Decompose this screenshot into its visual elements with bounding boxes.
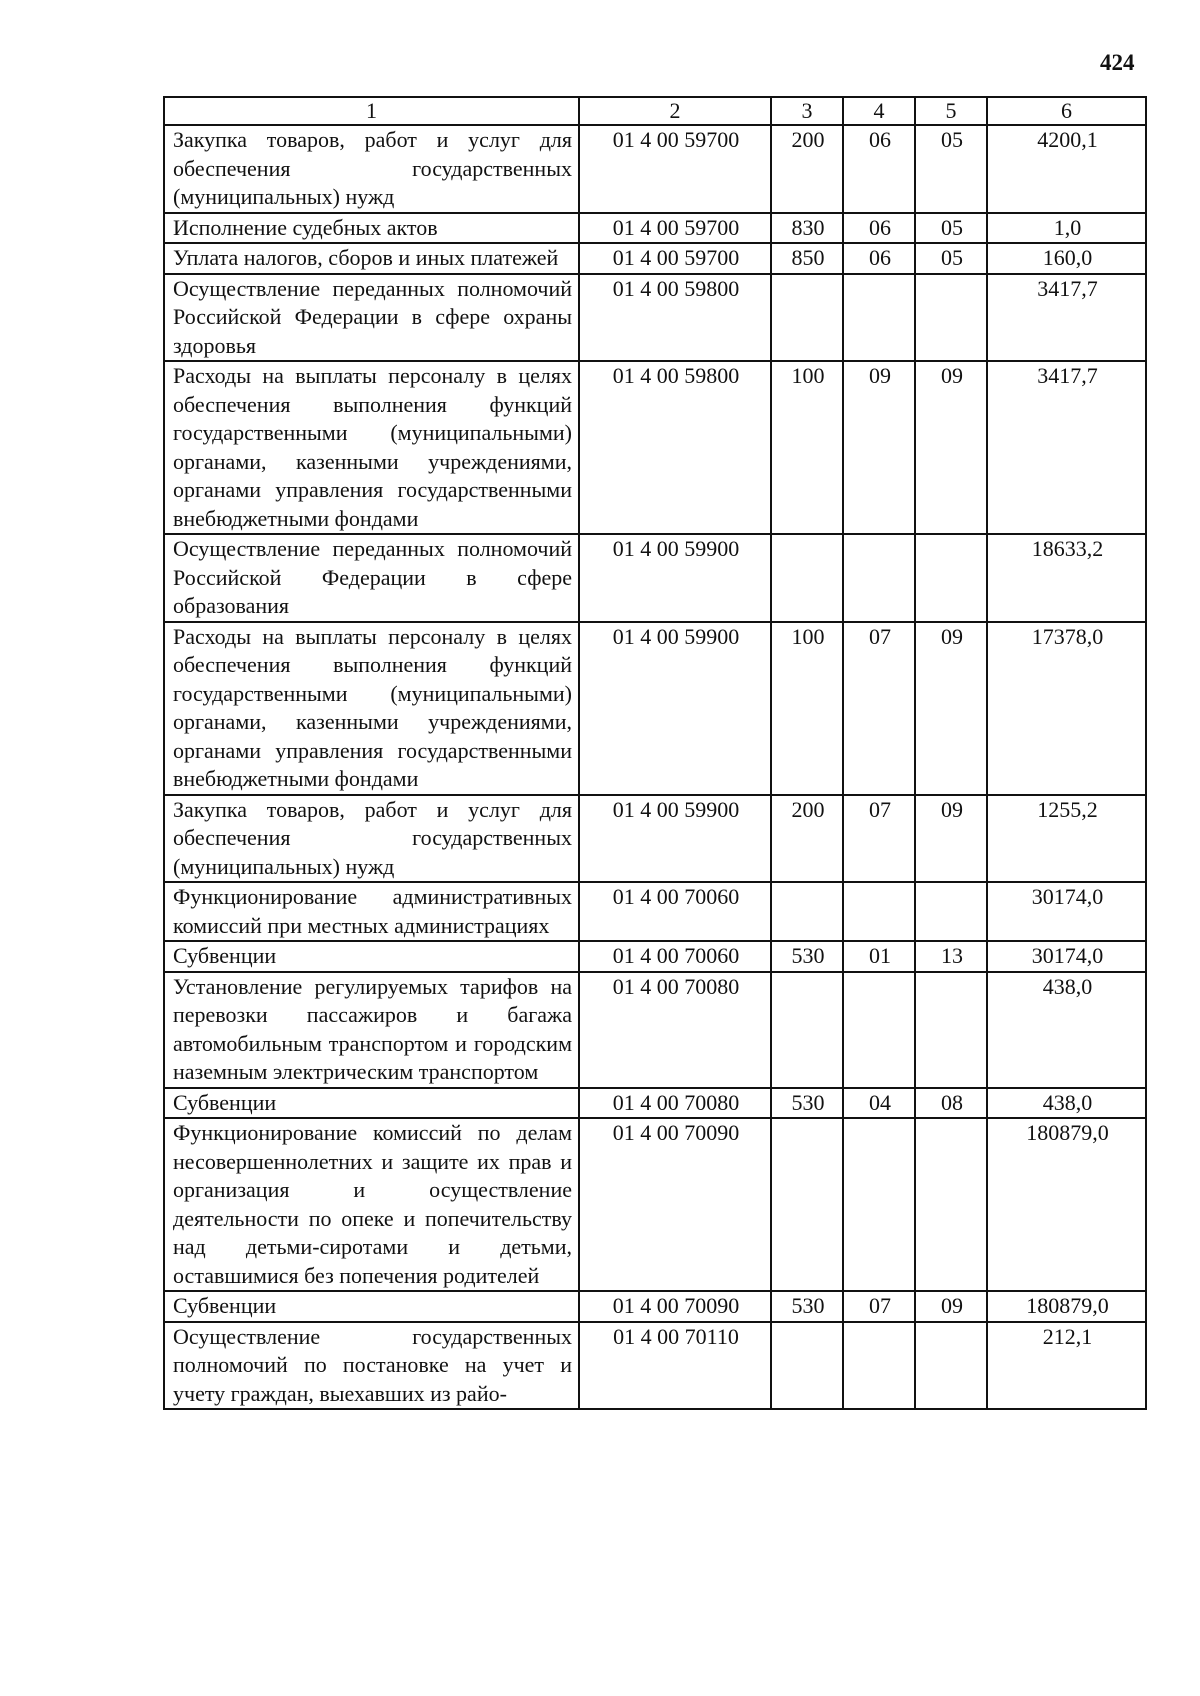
cell-subsection: 05 (915, 243, 987, 274)
cell-name: Функционирование комиссий по делам несовершеннолетних и защите их прав и организация и осуществление деятельности по опеке и попечительству над детьми-сиротами и детьми, оставшимися без попечения родителей (164, 1118, 579, 1291)
table-row (164, 1118, 1146, 1291)
cell-amount: 160,0 (987, 243, 1146, 274)
cell-section: 07 (843, 622, 915, 795)
cell-section: 06 (843, 243, 915, 274)
table-row (164, 274, 1146, 362)
column-header-4: 4 (843, 97, 915, 125)
cell-subsection (915, 1322, 987, 1410)
cell-code: 01 4 00 70080 (579, 972, 771, 1088)
table-row (164, 941, 1146, 972)
table-row (164, 213, 1146, 244)
cell-name: Функционирование административных комиссий при местных администрациях (164, 882, 579, 941)
cell-code: 01 4 00 59900 (579, 622, 771, 795)
table-row (164, 1088, 1146, 1119)
cell-name: Расходы на выплаты персоналу в целях обеспечения выполнения функций государственными (муниципальными) органами, казенными учреждениями, органами управления государственными внебюджетными фондами (164, 622, 579, 795)
cell-amount: 30174,0 (987, 882, 1146, 941)
cell-section (843, 882, 915, 941)
cell-section: 06 (843, 213, 915, 244)
cell-section (843, 1322, 915, 1410)
table-row (164, 1322, 1146, 1410)
cell-amount: 1255,2 (987, 795, 1146, 883)
cell-subsection (915, 274, 987, 362)
cell-expense-type (771, 972, 843, 1088)
cell-code: 01 4 00 70060 (579, 882, 771, 941)
cell-subsection: 09 (915, 1291, 987, 1322)
cell-amount: 18633,2 (987, 534, 1146, 622)
cell-expense-type: 830 (771, 213, 843, 244)
cell-section (843, 534, 915, 622)
cell-section: 04 (843, 1088, 915, 1119)
cell-name: Субвенции (164, 941, 579, 972)
cell-name: Закупка товаров, работ и услуг для обеспечения государственных (муниципальных) нужд (164, 795, 579, 883)
cell-amount: 4200,1 (987, 125, 1146, 213)
cell-expense-type (771, 274, 843, 362)
budget-table (163, 96, 1147, 1410)
cell-subsection (915, 972, 987, 1088)
table-header-row (164, 97, 1146, 125)
cell-code: 01 4 00 59800 (579, 361, 771, 534)
cell-subsection: 09 (915, 361, 987, 534)
cell-name: Исполнение судебных актов (164, 213, 579, 244)
table-row (164, 361, 1146, 534)
cell-code: 01 4 00 70060 (579, 941, 771, 972)
cell-subsection: 09 (915, 795, 987, 883)
cell-section: 09 (843, 361, 915, 534)
cell-code: 01 4 00 70090 (579, 1291, 771, 1322)
page-number: 424 (1100, 50, 1135, 75)
cell-amount: 438,0 (987, 972, 1146, 1088)
column-header-1: 1 (164, 97, 579, 125)
cell-subsection: 05 (915, 213, 987, 244)
cell-amount: 3417,7 (987, 361, 1146, 534)
table-row (164, 622, 1146, 795)
table-row (164, 243, 1146, 274)
cell-amount: 180879,0 (987, 1291, 1146, 1322)
cell-section: 07 (843, 795, 915, 883)
cell-amount: 17378,0 (987, 622, 1146, 795)
cell-code: 01 4 00 70090 (579, 1118, 771, 1291)
cell-amount: 438,0 (987, 1088, 1146, 1119)
column-header-3: 3 (771, 97, 843, 125)
table-row (164, 882, 1146, 941)
column-header-2: 2 (579, 97, 771, 125)
table-row (164, 795, 1146, 883)
cell-code: 01 4 00 59700 (579, 243, 771, 274)
cell-code: 01 4 00 70110 (579, 1322, 771, 1410)
cell-subsection: 09 (915, 622, 987, 795)
cell-amount: 180879,0 (987, 1118, 1146, 1291)
cell-code: 01 4 00 59900 (579, 795, 771, 883)
cell-expense-type: 100 (771, 622, 843, 795)
cell-expense-type: 200 (771, 795, 843, 883)
cell-name: Уплата налогов, сборов и иных платежей (164, 243, 579, 274)
cell-section (843, 1118, 915, 1291)
table-row (164, 125, 1146, 213)
cell-code: 01 4 00 59900 (579, 534, 771, 622)
cell-expense-type: 530 (771, 941, 843, 972)
table-row (164, 972, 1146, 1088)
cell-section: 06 (843, 125, 915, 213)
cell-subsection (915, 882, 987, 941)
cell-subsection (915, 1118, 987, 1291)
cell-expense-type: 530 (771, 1088, 843, 1119)
cell-name: Расходы на выплаты персоналу в целях обеспечения выполнения функций государственными (муниципальными) органами, казенными учреждениями, органами управления государственными внебюджетными фондами (164, 361, 579, 534)
cell-name: Закупка товаров, работ и услуг для обеспечения государственных (муниципальных) нужд (164, 125, 579, 213)
cell-name: Субвенции (164, 1291, 579, 1322)
cell-code: 01 4 00 70080 (579, 1088, 771, 1119)
cell-subsection (915, 534, 987, 622)
cell-name: Субвенции (164, 1088, 579, 1119)
cell-expense-type (771, 1118, 843, 1291)
table-row (164, 534, 1146, 622)
cell-amount: 212,1 (987, 1322, 1146, 1410)
cell-expense-type: 100 (771, 361, 843, 534)
cell-expense-type (771, 1322, 843, 1410)
cell-subsection: 13 (915, 941, 987, 972)
column-header-6: 6 (987, 97, 1146, 125)
cell-amount: 3417,7 (987, 274, 1146, 362)
cell-code: 01 4 00 59700 (579, 125, 771, 213)
table-row (164, 1291, 1146, 1322)
cell-expense-type (771, 882, 843, 941)
cell-name: Осуществление переданных полномочий Российской Федерации в сфере охраны здоровья (164, 274, 579, 362)
cell-code: 01 4 00 59700 (579, 213, 771, 244)
cell-expense-type: 530 (771, 1291, 843, 1322)
cell-name: Осуществление переданных полномочий Российской Федерации в сфере образования (164, 534, 579, 622)
cell-expense-type: 850 (771, 243, 843, 274)
cell-expense-type (771, 534, 843, 622)
cell-subsection: 05 (915, 125, 987, 213)
cell-section (843, 274, 915, 362)
cell-expense-type: 200 (771, 125, 843, 213)
cell-code: 01 4 00 59800 (579, 274, 771, 362)
cell-amount: 1,0 (987, 213, 1146, 244)
cell-subsection: 08 (915, 1088, 987, 1119)
column-header-5: 5 (915, 97, 987, 125)
cell-amount: 30174,0 (987, 941, 1146, 972)
cell-name: Установление регулируемых тарифов на перевозки пассажиров и багажа автомобильным транспортом и городским наземным электрическим транспортом (164, 972, 579, 1088)
cell-section (843, 972, 915, 1088)
cell-section: 07 (843, 1291, 915, 1322)
cell-name: Осуществление государственных полномочий по постановке на учет и учету граждан, выехавших из райо- (164, 1322, 579, 1410)
cell-section: 01 (843, 941, 915, 972)
